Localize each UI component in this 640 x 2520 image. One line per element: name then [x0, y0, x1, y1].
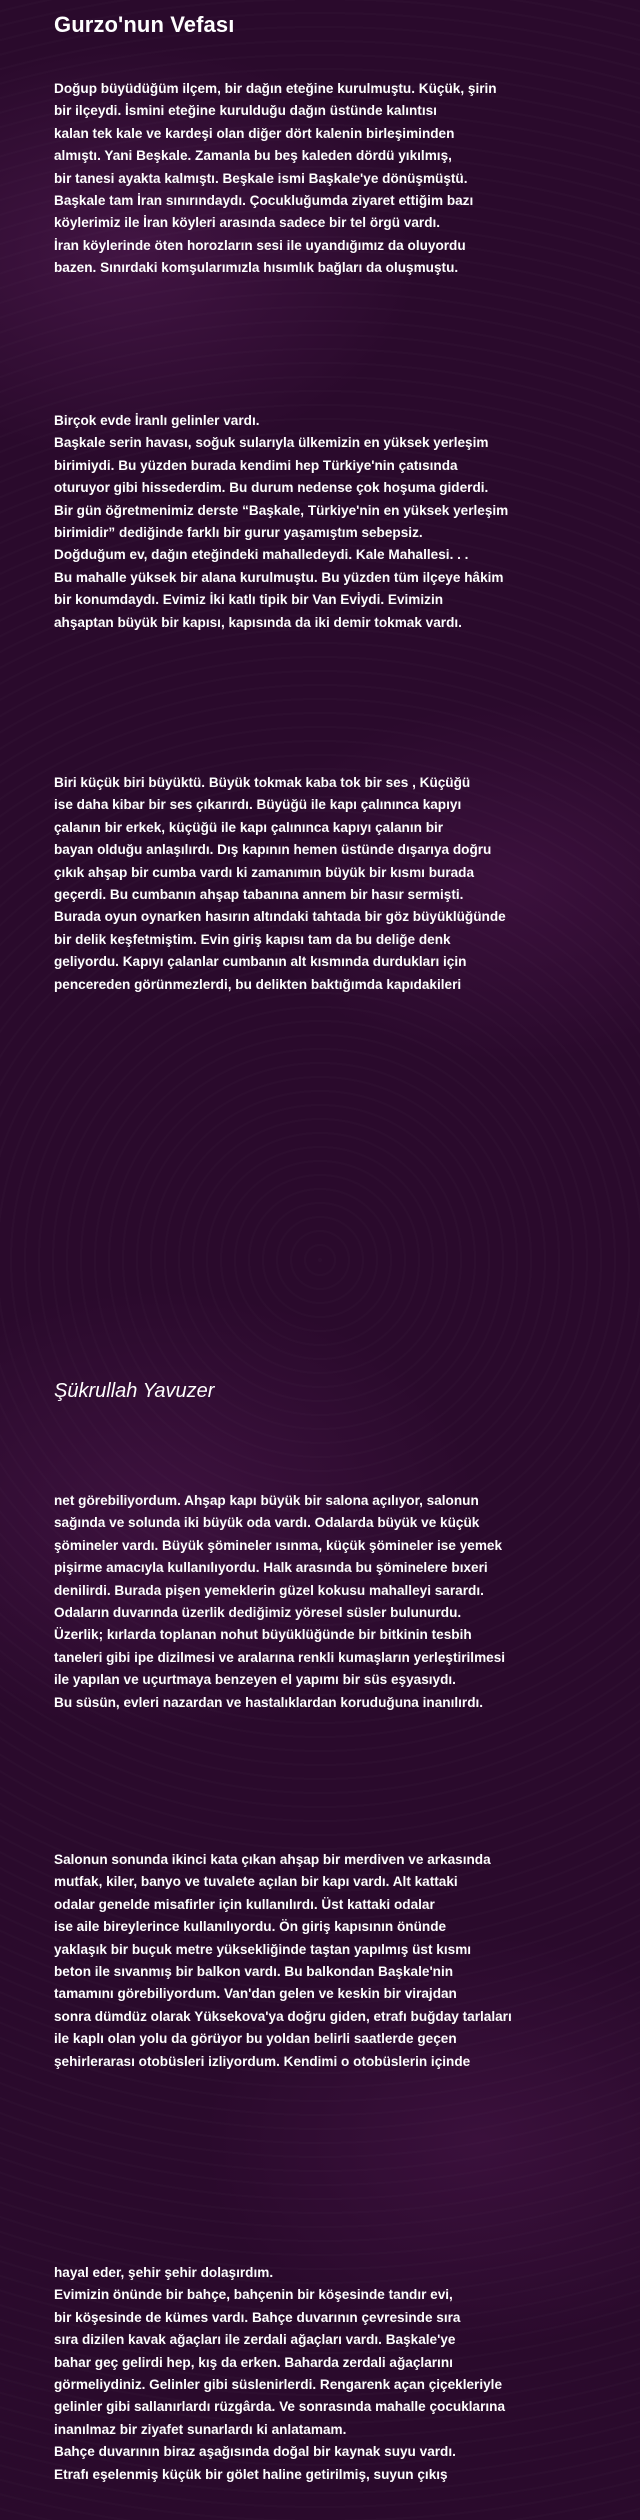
text-line: şömineler vardı. Büyük şömineler ısınma, küçük şömineler ise yemek — [54, 1537, 503, 1553]
text-line: bir tanesi ayakta kalmıştı. Beşkale ismi Başkale'ye dönüşmüştü. — [54, 170, 468, 186]
text-line: görmeliydiniz. Gelinler gibi süslenirlerdi. Rengarenk açan çiçekleriyle — [54, 2377, 503, 2393]
text-line: köylerimiz ile İran köyleri arasında sadece bir tel örgü vardı. — [54, 215, 441, 231]
text-line: tamamını görebiliyordum. Van'dan gelen ve keskin bir virajdan — [54, 1986, 457, 2002]
text-line: çıkık ahşap bir cumba vardı ki zamanımın büyük bir kısmı burada — [54, 864, 475, 880]
text-line: Doğup büyüdüğüm ilçem, bir dağın eteğine kurulmuştu. Küçük, şirin — [54, 81, 497, 96]
text-line: bir konumdaydı. Evimiz İki katlı tipik bir Van Evi̇ydi. Evimizin — [54, 592, 444, 608]
text-line: yaklaşık bir buçuk metre yüksekliğinde taştan yapılmış üst kısmı — [54, 1941, 472, 1957]
poem-paragraph-2 — [54, 410, 604, 634]
text-line: sağında ve solunda iki büyük oda vardı. Odalarda büyük ve küçük — [54, 1515, 480, 1531]
poem-paragraph-5 — [54, 1849, 604, 2073]
text-line: Burada oyun oynarken hasırın altındaki tahtada bir göz büyüklüğünde — [54, 909, 506, 925]
text-line: Biri küçük biri büyüktü. Büyük tokmak kaba tok bir ses , Küçüğü — [54, 775, 471, 790]
text-line: oturuyor gibi hissederdim. Bu durum nedense çok hoşuma giderdi. — [54, 480, 489, 496]
text-line: Salonun sonunda ikinci kata çıkan ahşap bir merdiven ve arkasında — [54, 1852, 491, 1867]
text-line: bahar geç gelirdi hep, kış da erken. Baharda zerdali ağaçlarını — [54, 2354, 453, 2370]
text-line: ile kaplı olan yolu da görüyor bu yoldan belirli saatlerde geçen — [54, 2031, 457, 2047]
text-line: odalar genelde misafirler için kullanılırdı. Üst kattaki odalar — [54, 1896, 435, 1912]
text-line: geçerdi. Bu cumbanın ahşap tabanına annem bir hasır sermişti. — [54, 887, 464, 903]
text-line: çalanın bir erkek, küçüğü ile kapı çalınınca kapıyı çalanın bir — [54, 819, 444, 835]
text-line: şehirlerarası otobüsleri izliyordum. Kendimi o otobüslerin içinde — [54, 2053, 471, 2069]
text-line: net görebiliyordum. Ahşap kapı büyük bir salona açılıyor, salonun — [54, 1493, 479, 1508]
text-line: sıra dizilen kavak ağaçları ile zerdali ağaçları vardı. Başkale'ye — [54, 2332, 456, 2348]
text-line: Odaların duvarında üzerlik dediğimiz yöresel süsler bulunurdu. — [54, 1605, 462, 1621]
text-line: İran köylerinde öten horozların sesi ile uyandığımız da oluyordu — [54, 237, 466, 253]
text-line: ahşaptan büyük bir kapısı, kapısında da iki demir tokmak vardı. — [54, 614, 462, 630]
poem-paragraph-4 — [54, 1490, 604, 1714]
text-line: Birçok evde İranlı gelinler vardı. — [54, 413, 260, 428]
text-line: Bahçe duvarının biraz aşağısında doğal bir kaynak suyu vardı. — [54, 2444, 456, 2460]
text-line: bayan olduğu anlaşılırdı. Dış kapının hemen üstünde dışarıya doğru — [54, 842, 492, 858]
text-line: ise aile bireylerince kullanılıyordu. Ön giriş kapısının önünde — [54, 1919, 447, 1935]
text-line: Başkale serin havası, soğuk sularıyla ülkemizin en yüksek yerleşim — [54, 435, 489, 451]
text-line: bir delik keşfetmiştim. Evin giriş kapısı tam da bu deliğe denk — [54, 931, 451, 947]
poem-title: Gurzo'nun Vefası — [54, 12, 235, 37]
text-line: Etrafı eşelenmiş küçük bir gölet haline getirilmiş, suyun çıkış — [54, 2466, 448, 2482]
text-line: kalan tek kale ve kardeşi olan diğer dört kalenin birleşiminden — [54, 125, 455, 141]
text-line: bir ilçeydi. İsmini eteğine kurulduğu dağın üstünde kalıntısı — [54, 103, 437, 119]
text-line: pencereden görünmezlerdi, bu delikten baktığımda kapıdakileri — [54, 976, 462, 992]
text-line: beton ile sıvanmış bir balkon vardı. Bu balkondan Başkale'nin — [54, 1964, 454, 1980]
text-line: taneleri gibi ipe dizilmesi ve aralarına renkli kumaşların yerleştirilmesi — [54, 1649, 506, 1665]
text-line: Bir gün öğretmenimiz derste “Başkale, Türkiye'nin en yüksek yerleşim — [54, 502, 509, 518]
text-line: pişirme amacıyla kullanılıyordu. Halk arasında bu şöminelere bıxeri — [54, 1560, 488, 1576]
text-line: gelinler gibi sallanırlardı rüzgârda. Ve sonrasında mahalle çocuklarına — [54, 2399, 506, 2415]
poem-author: Şükrullah Yavuzer — [54, 1380, 215, 1402]
text-line: bazen. Sınırdaki komşularımızla hısımlık bağları da oluşmuştu. — [54, 260, 459, 276]
text-line: hayal eder, şehir şehir dolaşırdım. — [54, 2265, 274, 2280]
text-line: geliyordu. Kapıyı çalanlar cumbanın alt kısmında durdukları için — [54, 954, 467, 970]
text-line: bir köşesinde de kümes vardı. Bahçe duvarının çevresinde sıra — [54, 2309, 461, 2325]
text-line: inanılmaz bir ziyafet sunarlardı ki anlatamam. — [54, 2421, 347, 2437]
text-line: Üzerlik; kırlarda toplanan nohut büyüklüğünde bir bitkinin tesbih — [54, 1627, 472, 1643]
text-line: mutfak, kiler, banyo ve tuvalete açılan bir kapı vardı. Alt kattaki — [54, 1874, 458, 1890]
text-line: Bu mahalle yüksek bir alana kurulmuştu. Bu yüzden tüm ilçeye hâkim — [54, 569, 504, 585]
text-line: sonra dümdüz olarak Yüksekova'ya doğru giden, etrafı buğday tarlaları — [54, 2008, 512, 2024]
text-line: Doğduğum ev, dağın eteğindeki mahalledeydi. Kale Mahallesi. . . — [54, 547, 469, 563]
text-line: Başkale tam İran sınırındaydı. Çocukluğumda ziyaret ettiğim bazı — [54, 193, 474, 209]
text-line: almıştı. Yani Beşkale. Zamanla bu beş kaleden dördü yıkılmış, — [54, 148, 452, 164]
text-line: birimiydi. Bu yüzden burada kendimi hep Türkiye'nin çatısında — [54, 457, 458, 473]
text-line: Evimizin önünde bir bahçe, bahçenin bir köşesinde tandır evi, — [54, 2287, 453, 2303]
poem-paragraph-6 — [54, 2262, 604, 2486]
text-line: birimidir” dediğinde farklı bir gurur yaşamıştım sebepsiz. — [54, 525, 423, 541]
text-line: ile yapılan ve uçurtmaya benzeyen el yapımı bir süs eşyasıydı. — [54, 1672, 456, 1688]
text-line: ise daha kibar bir ses çıkarırdı. Büyüğü ile kapı çalınınca kapıyı — [54, 797, 462, 813]
poem-paragraph-3 — [54, 772, 604, 996]
text-line: denilirdi. Burada pişen yemeklerin güzel kokusu mahalleyi sarardı. — [54, 1582, 484, 1598]
text-line: Bu süsün, evleri nazardan ve hastalıklardan koruduğuna inanılırdı. — [54, 1694, 484, 1710]
poem-paragraph-1 — [54, 78, 604, 280]
